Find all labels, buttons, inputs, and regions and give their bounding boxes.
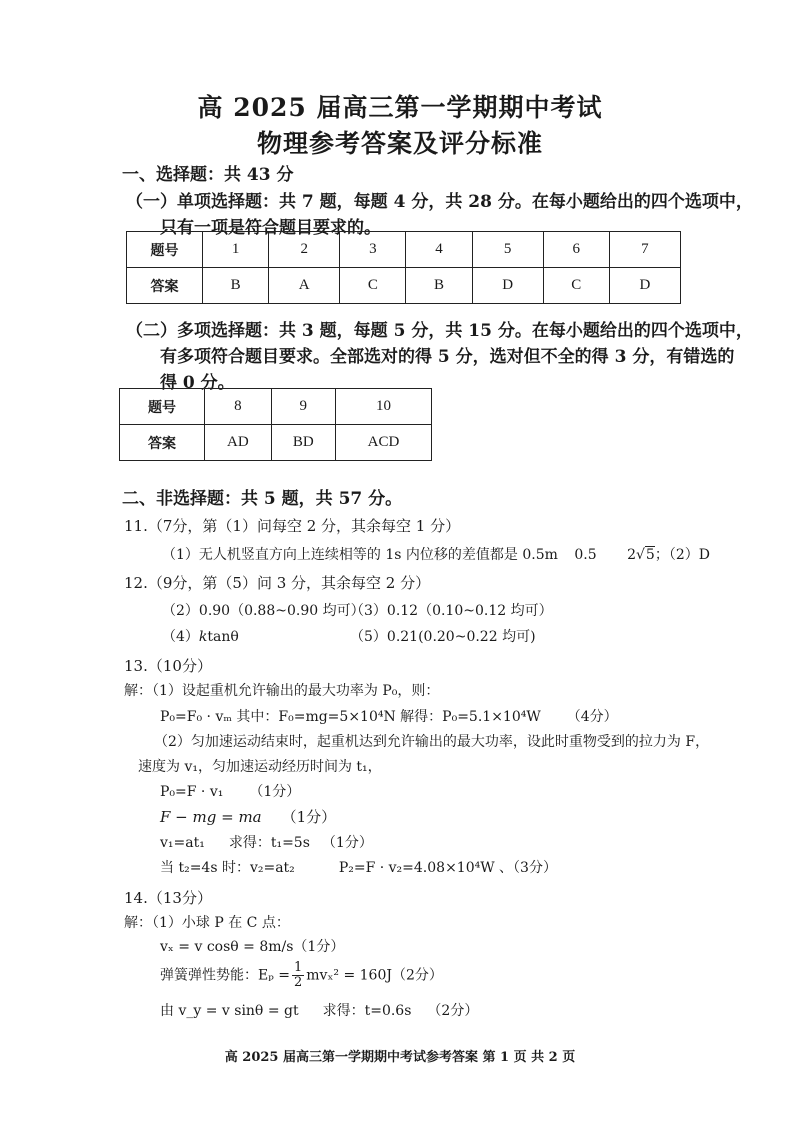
- fraction-one-half: [292, 961, 304, 990]
- table-cell: B: [203, 268, 269, 304]
- q11-answer-3: [627, 547, 655, 563]
- table-cell: 4: [406, 232, 472, 268]
- q13-line7-score: （1分）: [321, 835, 373, 851]
- q13-line2-text: P₀=F₀ · vₘ 其中：F₀=mg=5×10⁴N 解得：P₀=5.1×10⁴W: [160, 709, 541, 725]
- table-cell: AD: [205, 425, 272, 461]
- table-cell: D: [472, 268, 543, 304]
- q13-line6: [160, 806, 336, 827]
- part1-intro-line2: 只有一项是符合题目要求的。: [160, 218, 381, 238]
- q13-line8: [160, 857, 557, 877]
- table-cell: 1: [203, 232, 269, 268]
- q14-line2: vₓ = v cosθ = 8m/s（1分）: [160, 939, 345, 955]
- q11-answer-line: [162, 544, 710, 564]
- q12-a4-k: k: [198, 629, 208, 645]
- table-cell: BD: [271, 425, 335, 461]
- table-cell-label: 题号: [120, 389, 205, 425]
- fraction-numerator: 1: [294, 960, 303, 975]
- q13-line4: 速度为 v₁，匀加速运动经历时间为 t₁，: [138, 759, 382, 775]
- table-cell: 6: [543, 232, 609, 268]
- part1-intro-line1: （一）单项选择题：共 7 题，每题 4 分，共 28 分。在每小题给出的四个选项中，: [126, 192, 753, 212]
- q13-line8-result: P₂=F · v₂=4.08×10⁴W 、（3分）: [338, 860, 557, 876]
- table-cell-label: 答案: [127, 268, 203, 304]
- q12-answer-5: （5）0.21(0.20~0.22 均可): [350, 629, 536, 645]
- table-row: [120, 425, 432, 461]
- q12-answer-4: [162, 626, 239, 646]
- q13-line2-score: （4分）: [566, 709, 618, 725]
- multiple-choice-table: [119, 388, 432, 461]
- q13-line2: [160, 706, 618, 726]
- table-cell: A: [269, 268, 340, 304]
- table-cell: 5: [472, 232, 543, 268]
- sqrt-symbol: √: [635, 547, 645, 563]
- q13-line5-text: P₀=F · v₁: [160, 784, 224, 800]
- q13-line6-text: F − mg = ma: [160, 808, 262, 826]
- part2-intro-line1: （二）多项选择题：共 3 题，每题 5 分，共 15 分。在每小题给出的四个选项中，: [126, 321, 753, 341]
- table-row: [127, 268, 681, 304]
- single-choice-table: [126, 231, 681, 304]
- part2-intro-line3: 得 0 分。: [160, 373, 235, 393]
- q11-answer-1: （1）无人机竖直方向上连续相等的 1s 内位移的差值都是 0.5m: [162, 547, 558, 563]
- q14-line4-score: （2分）: [427, 1003, 479, 1019]
- q12-a4-prefix: （4）: [162, 629, 199, 645]
- section2-heading: 二、非选择题：共 5 题，共 57 分。: [122, 489, 403, 509]
- fraction-denominator: 2: [294, 975, 303, 990]
- q13-line7: [160, 832, 373, 852]
- page-title-line1: 高 2025 届高三第一学期期中考试: [197, 93, 603, 122]
- q14-line4: [160, 1000, 478, 1020]
- q13-line3: （2）匀加速运动结束时，起重机达到允许输出的最大功率，设此时重物受到的拉力为 F，: [154, 734, 710, 750]
- table-cell: 7: [609, 232, 680, 268]
- table-cell-label: 答案: [120, 425, 205, 461]
- table-row: [127, 232, 681, 268]
- q12-answer-3: （3）0.12（0.10~0.12 均可）: [350, 603, 553, 619]
- q13-line6-score: （1分）: [281, 808, 337, 826]
- q14-line3-suffix: mvₓ² = 160J（2分）: [306, 967, 443, 984]
- q13-header: 13.（10分）: [124, 657, 212, 675]
- q12-a4-tan: tanθ: [207, 629, 239, 645]
- table-cell: 8: [205, 389, 272, 425]
- q13-line8-text: 当 t₂=4s 时：v₂=at₂: [160, 860, 295, 876]
- table-cell-label: 题号: [127, 232, 203, 268]
- table-cell: 9: [271, 389, 335, 425]
- q11-header: 11.（7分，第（1）问每空 2 分，其余每空 1 分）: [124, 517, 461, 535]
- q13-line7-result: 求得：t₁=5s: [228, 835, 310, 851]
- q11-answer-4: ；（2）D: [654, 547, 710, 563]
- q14-line1: 解：（1）小球 P 在 C 点：: [124, 915, 290, 931]
- q14-line3-prefix: 弹簧弹性势能：Eₚ =: [160, 967, 290, 984]
- q14-header: 14.（13分）: [124, 889, 212, 907]
- page-title-line2: 物理参考答案及评分标准: [256, 129, 543, 158]
- q11-answer-2: 0.5: [574, 547, 597, 563]
- section1-heading: 一、选择题：共 43 分: [122, 165, 294, 185]
- table-cell: 10: [335, 389, 431, 425]
- q12-header: 12.（9分，第（5）问 3 分，其余每空 2 分）: [124, 574, 431, 592]
- table-row: [120, 389, 432, 425]
- table-cell: 3: [340, 232, 406, 268]
- q13-line1: 解：（1）设起重机允许输出的最大功率为 P₀，则：: [124, 683, 440, 699]
- q13-line5: [160, 781, 300, 801]
- part2-intro-line2: 有多项符合题目要求。全部选对的得 5 分，选对但不全的得 3 分，有错选的: [160, 347, 735, 367]
- q13-line5-score: （1分）: [249, 784, 301, 800]
- q13-line7-text: v₁=at₁: [160, 835, 205, 851]
- q14-line4-result: 求得：t=0.6s: [322, 1003, 412, 1019]
- page-footer: 高 2025 届高三第一学期期中考试参考答案 第 1 页 共 2 页: [224, 1050, 576, 1065]
- q11-coef: 2: [627, 547, 636, 563]
- q12-answer-2: （2）0.90（0.88~0.90 均可）: [162, 603, 365, 619]
- table-cell: C: [543, 268, 609, 304]
- table-cell: D: [609, 268, 680, 304]
- table-cell: 2: [269, 232, 340, 268]
- table-cell: ACD: [335, 425, 431, 461]
- table-cell: C: [340, 268, 406, 304]
- table-cell: B: [406, 268, 472, 304]
- q14-line4-text: 由 v_y = v sinθ = gt: [160, 1003, 299, 1019]
- q11-radicand: 5: [645, 547, 655, 563]
- q14-line3: [160, 961, 443, 990]
